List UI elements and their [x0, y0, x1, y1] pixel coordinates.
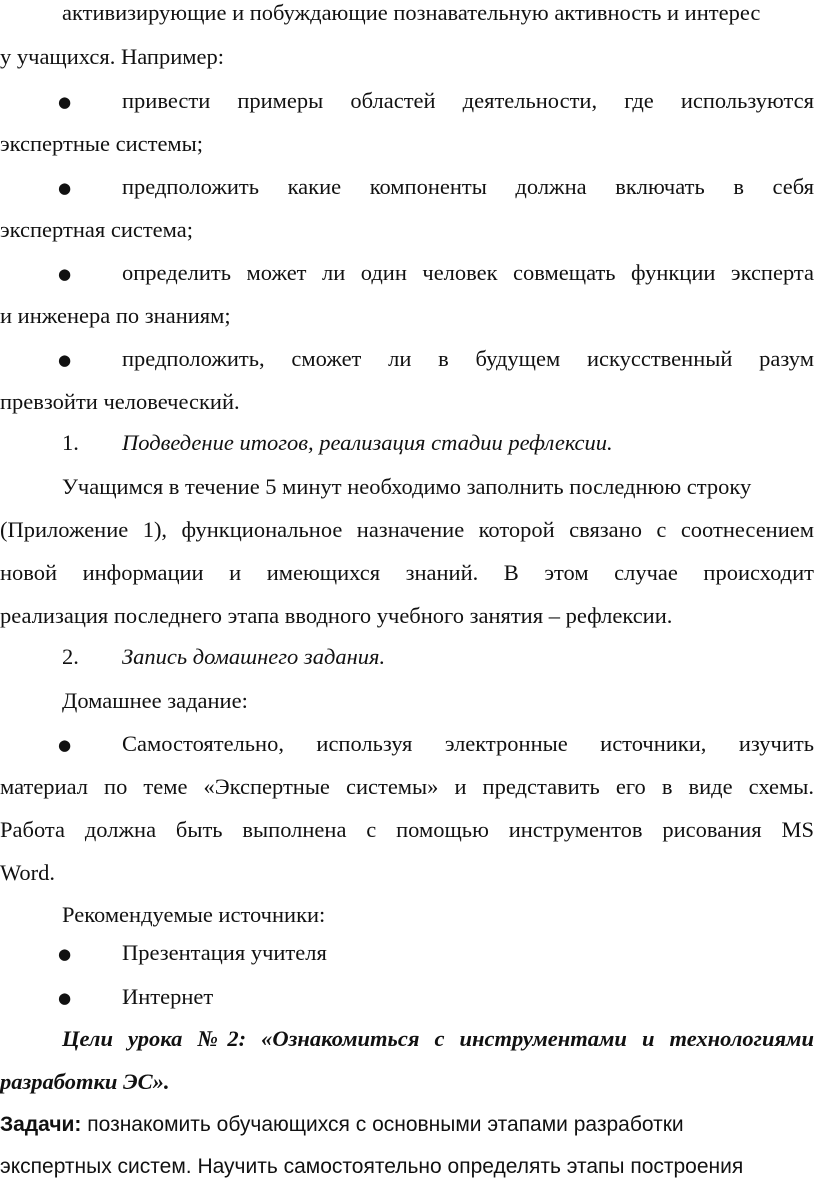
- intro-line-2: у учащихся. Например:: [0, 44, 224, 69]
- homework-heading: Домашнее задание:: [62, 688, 248, 713]
- reflection-line-3: новой информации и имеющихся знаний. В этом случае происходит: [0, 560, 814, 585]
- homework-task-line-1: Самостоятельно, используя электронные источники, изучить: [122, 731, 814, 756]
- step-2-number: 2.: [62, 644, 79, 669]
- bullet-icon: ●: [58, 736, 72, 754]
- tasks-text-1: познакомить обучающихся с основными этапами разработки: [81, 1113, 684, 1136]
- step-2-title: Запись домашнего задания.: [122, 644, 386, 669]
- question-4-line-1: предположить, сможет ли в будущем искусственный разум: [122, 346, 814, 371]
- reflection-line-4: реализация последнего этапа вводного учебного занятия – рефлексии.: [0, 603, 673, 628]
- bullet-icon: ●: [58, 351, 72, 369]
- reflection-line-1: Учащимся в течение 5 минут необходимо заполнить последнюю строку: [62, 474, 752, 499]
- bullet-icon: ●: [58, 179, 72, 197]
- question-2-line-1: предположить какие компоненты должна включать в себя: [122, 174, 814, 199]
- question-3-line-2: и инженера по знаниям;: [0, 303, 231, 328]
- question-1-line-1: привести примеры областей деятельности, где используются: [122, 88, 814, 113]
- bullet-icon: ●: [58, 265, 72, 283]
- homework-task-line-2: материал по теме «Экспертные системы» и представить его в виде схемы.: [0, 774, 814, 799]
- bullet-icon: ●: [58, 989, 72, 1007]
- tasks-line-1: [0, 1114, 684, 1135]
- sources-heading: Рекомендуемые источники:: [62, 902, 326, 927]
- homework-task-line-3: Работа должна быть выполнена с помощью инструментов рисования MS: [0, 817, 814, 842]
- reflection-line-2: (Приложение 1), функциональное назначение которой связано с соотнесением: [0, 517, 814, 542]
- bullet-icon: ●: [58, 945, 72, 963]
- lesson-2-goal-line-1: Цели урока №2: «Ознакомиться с инструментами и технологиями: [62, 1026, 814, 1051]
- tasks-label: Задачи:: [0, 1113, 82, 1136]
- intro-line-1: активизирующие и побуждающие познавательную активность и интерес: [62, 0, 761, 25]
- question-4-line-2: превзойти человеческий.: [0, 389, 240, 414]
- question-3-line-1: определить может ли один человек совмещать функции эксперта: [122, 260, 814, 285]
- question-1-line-2: экспертные системы;: [0, 131, 204, 156]
- homework-task-line-4: Word.: [0, 860, 56, 885]
- bullet-icon: ●: [58, 93, 72, 111]
- source-item-1: Презентация учителя: [122, 940, 327, 965]
- step-1-title: Подведение итогов, реализация стадии рефлексии.: [122, 430, 613, 455]
- question-2-line-2: экспертная система;: [0, 217, 193, 242]
- step-1-number: 1.: [62, 430, 79, 455]
- lesson-2-goal-line-2: разработки ЭС».: [0, 1069, 170, 1094]
- tasks-line-2: экспертных систем. Научить самостоятельно определять этапы построения: [0, 1155, 744, 1178]
- source-item-2: Интернет: [122, 984, 214, 1009]
